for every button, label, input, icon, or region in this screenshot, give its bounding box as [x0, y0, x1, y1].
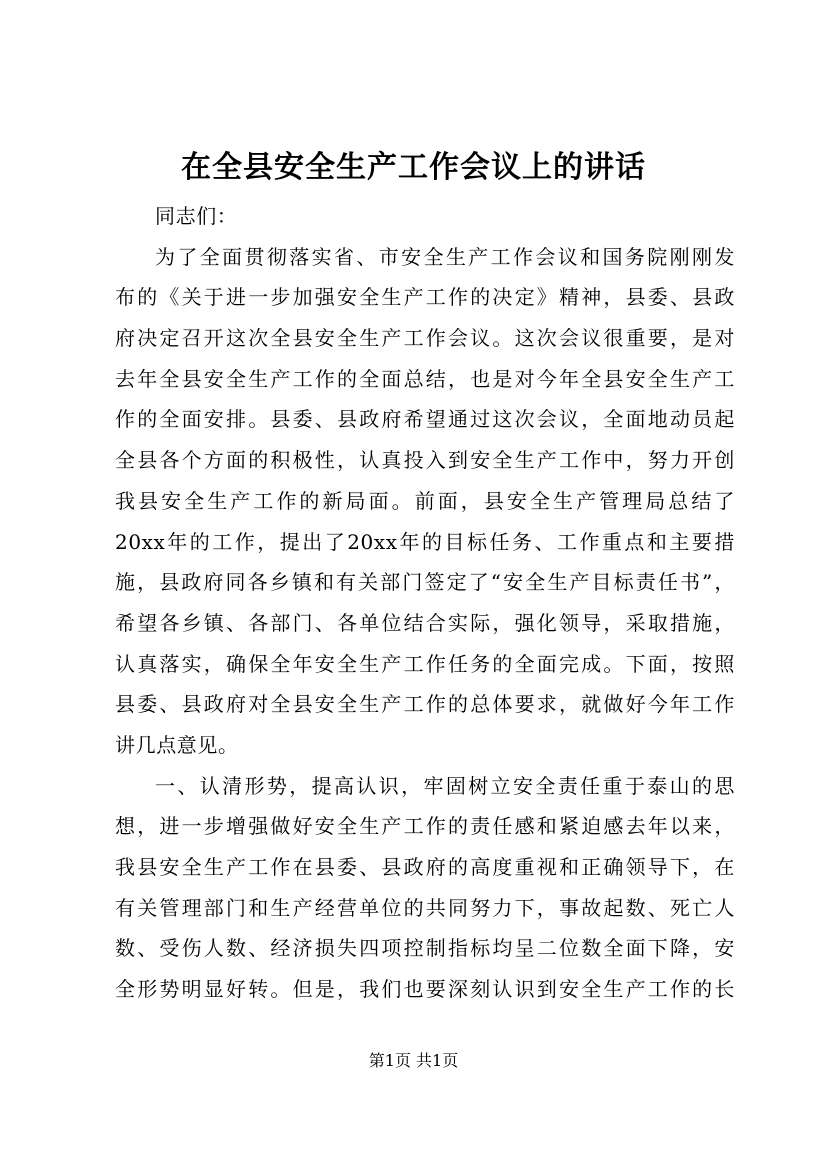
text-line: 有关管理部门和生产经营单位的共同努力下，事故起数、死亡人 — [115, 895, 735, 920]
text-line: 希望各乡镇、各部门、各单位结合实际，强化领导，采取措施， — [115, 610, 735, 635]
text-line: 布的《关于进一步加强安全生产工作的决定》精神，县委、县政 — [115, 285, 735, 310]
text-line: 为了全面贯彻落实省、市安全生产工作会议和国务院刚刚发 — [155, 244, 735, 269]
text-line: 施，县政府同各乡镇和有关部门签定了“安全生产目标责任书”， — [115, 570, 735, 595]
text-line: 认真落实，确保全年安全生产工作任务的全面完成。下面，按照 — [115, 651, 735, 676]
text-line: 全形势明显好转。但是，我们也要深刻认识到安全生产工作的长 — [115, 977, 735, 1002]
page-footer: 第1页 共1页 — [368, 1051, 459, 1070]
text-line: 想，进一步增强做好安全生产工作的责任感和紧迫感去年以来， — [115, 814, 735, 839]
text-line: 府决定召开这次全县安全生产工作会议。这次会议很重要，是对 — [115, 326, 735, 351]
text-line: 全县各个方面的积极性，认真投入到安全生产工作中，努力开创 — [115, 448, 735, 473]
document-body — [115, 196, 735, 1010]
document-title: 在全县安全生产工作会议上的讲话 — [181, 150, 646, 185]
text-line: 我县安全生产工作的新局面。前面，县安全生产管理局总结了 — [115, 488, 735, 513]
section-heading-line: 一、认清形势，提高认识，牢固树立安全责任重于泰山的思 — [155, 773, 735, 798]
text-line: 讲几点意见。 — [115, 732, 239, 757]
text-line: 县委、县政府对全县安全生产工作的总体要求，就做好今年工作 — [115, 692, 735, 717]
text-line: 去年全县安全生产工作的全面总结，也是对今年全县安全生产工 — [115, 366, 735, 391]
text-line: 作的全面安排。县委、县政府希望通过这次会议，全面地动员起 — [115, 407, 735, 432]
text-line: 我县安全生产工作在县委、县政府的高度重视和正确领导下，在 — [115, 855, 735, 879]
text-line: 20xx年的工作，提出了20xx年的目标任务、工作重点和主要措 — [115, 529, 735, 554]
text-line: 数、受伤人数、经济损失四项控制指标均呈二位数全面下降，安 — [115, 936, 735, 961]
salutation-line: 同志们： — [155, 204, 238, 228]
